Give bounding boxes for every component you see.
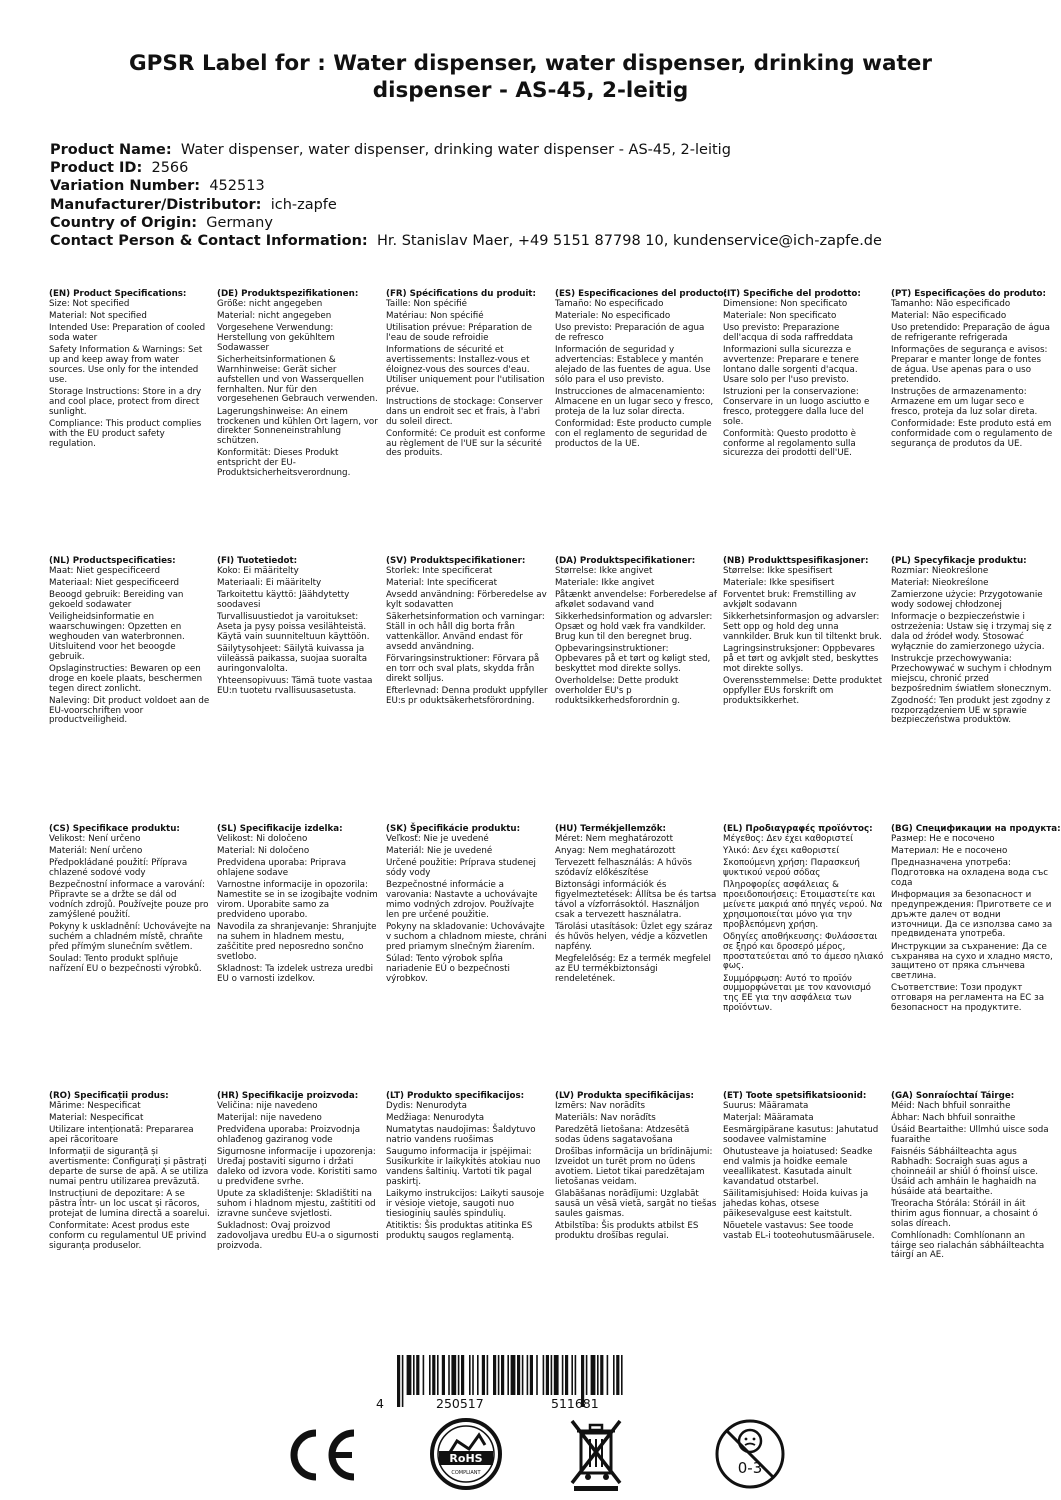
title-line-2: dispenser - AS-45, 2-leitig (372, 78, 689, 103)
spec-line: Zamierzone użycie: Przygotowanie wody sodowej chłodzonej (891, 590, 1043, 611)
barcode-bars (371, 1355, 691, 1415)
spec-line: Soulad: Tento produkt splňuje nařízení EU o bezpečnosti výrobků. (49, 954, 202, 974)
spec-line: Materijal: nije navedeno (217, 1113, 322, 1124)
barcode-bar (407, 1355, 412, 1395)
spec-block (555, 825, 717, 984)
spec-line: Bezpečnostné informácie a varovania: Nastavte a uchovávajte mimo vodných zdrojov. Používajte len pre určené použitie. (386, 880, 538, 920)
spec-line: Uso pretendido: Preparação de água de refrigerante refrigerada (891, 323, 1050, 344)
spec-block (555, 557, 717, 707)
spec-block (386, 825, 548, 984)
spec-line: Glabāšanas norādījumi: Uzglabāt sausā un vēsā vietā, sargāt no tiešas saules gaismas. (555, 1189, 717, 1219)
barcode-bar (413, 1355, 415, 1395)
spec-line: Tarkoitettu käyttö: Jäähdytetty soodavesi (217, 590, 350, 611)
barcode-bar (458, 1355, 460, 1395)
spec-line: Materiaal: Niet gespecificeerd (49, 578, 180, 589)
spec-line: Instructions de stockage: Conserver dans un endroit sec et frais, à l'abri du soleil direct. (386, 396, 543, 427)
spec-heading: (SL) Specifikacije izdelka: (217, 824, 343, 834)
spec-line: Anyag: Nem meghatározott (555, 846, 676, 857)
spec-line: Tervezett felhasználás: A hűvös szódavíz előkészítése (555, 858, 692, 879)
spec-line: Størrelse: Ikke angivet (555, 565, 653, 576)
spec-line: Istruzioni per la conservazione: Conservare in un luogo asciutto e fresco, proteggere dalla luce del sole. (723, 387, 870, 427)
spec-line: Material: nicht angegeben (217, 311, 332, 322)
spec-line: Predviđena uporaba: Proizvodnja ohlađenog gaziranog vode (217, 1125, 361, 1146)
spec-line: Förvaringsinstruktioner: Förvara på en torr och sval plats, skydda från direkt solljus. (386, 654, 540, 684)
spec-block (386, 290, 548, 459)
spec-line: Instruções de armazenamento: Armazene em um lugar seco e fresco, proteja da luz solar direta. (891, 387, 1038, 417)
barcode-bar (487, 1355, 489, 1395)
spec-heading: (ET) Toote spetsifikatsioonid: (723, 1091, 867, 1101)
spec-line: Οδηγίες αποθήκευσης: Φυλάσσεται σε ξηρό και δροσερό μέρος, προστατεύεται από το άμεσο ηλιακό φως. (723, 931, 884, 972)
spec-line: Uso previsto: Preparazione dell'acqua di soda raffreddata (723, 323, 854, 344)
spec-line: Předpokládané použití: Příprava chlazené sodové vody (49, 858, 188, 879)
spec-line: Materiał: Nieokreślone (891, 578, 989, 589)
spec-heading: (DA) Produktspecifikationer: (555, 556, 696, 566)
info-value: ich-zapfe (270, 196, 337, 213)
barcode-bar (613, 1355, 615, 1395)
barcode-bar (469, 1355, 471, 1395)
spec-line: Skladnost: Ta izdelek ustreza uredbi EU o varnosti izdelkov. (217, 963, 374, 984)
info-row-manufacturer (50, 196, 1010, 214)
rohs-sublabel: COMPLIANT (451, 1470, 481, 1476)
spec-line: Velikost: Není určeno (49, 833, 141, 844)
product-info (50, 141, 1010, 250)
info-value: Germany (206, 214, 273, 231)
info-row-product-name (50, 141, 1010, 159)
spec-heading: (RO) Specificații produs: (49, 1091, 169, 1101)
info-label: Variation Number: (50, 178, 201, 195)
barcode-bar (501, 1355, 504, 1395)
spec-line: Συμμόρφωση: Αυτό το προϊόν συμμορφώνεται με τον κανονισμό της ΕΕ για την ασφάλεια των προϊόντων. (723, 973, 871, 1014)
barcode-bar (536, 1355, 538, 1395)
spec-line: Dimensione: Non specificato (723, 298, 848, 309)
barcode-group-2: 511681 (551, 1396, 599, 1411)
spec-line: Materjal: Määramata (723, 1113, 814, 1124)
spec-line: Mărime: Nespecificat (49, 1100, 141, 1111)
spec-line: Materiāls: Nav norādīts (555, 1113, 656, 1124)
spec-heading: (SV) Produktspecifikationer: (386, 556, 526, 566)
barcode-bar (586, 1355, 588, 1395)
spec-line: Treoracha Stórála: Stóráil in áit thirim agus fionnuar, a chosaint ó solas díreach. (891, 1198, 1038, 1229)
spec-line: Tamaño: No especificado (555, 298, 664, 309)
spec-line: Bezpečnostní informace a varování: Připravte se a držte se dál od vodních zdrojů. Používejte pouze pro zamýšlené použití. (49, 880, 209, 920)
spec-heading: (SK) Špecifikácie produktu: (386, 824, 521, 834)
spec-line: Instrukcje przechowywania: Przechowywać w suchym i chłodnym miejscu, chronić przed bezpośrednim światłem słonecznym. (891, 654, 1052, 694)
spec-line: Súlad: Tento výrobok spĺňa nariadenie EÚ o bezpečnosti výrobkov. (386, 954, 510, 984)
spec-line: Atitiktis: Šis produktas atitinka ES produktų saugos reglamentą. (386, 1221, 533, 1241)
spec-line: Ohutusteave ja hoiatused: Seadke end valmis ja hoidke eemale veeallikatest. Kasutada ainult kavandatud otstarbel. (723, 1147, 873, 1187)
barcode-bar (554, 1355, 559, 1395)
spec-line: Drošības informācija un brīdinājumi: Izveidot un turēt prom no ūdens avotiem. Lietot tikai paredzētajam lietošanas veidam. (555, 1147, 713, 1187)
barcode-bar (397, 1355, 400, 1407)
spec-line: Naleving: Dit product voldoet aan de EU-voorschriften voor productveiligheid. (49, 695, 210, 726)
barcode-bar (423, 1355, 425, 1395)
spec-line: Intended Use: Preparation of cooled soda water (49, 323, 206, 344)
spec-line: Materiale: Ikke angivet (555, 578, 655, 589)
rohs-compliant-icon (427, 1415, 507, 1490)
spec-block (891, 557, 1053, 726)
spec-line: Eesmärgipärane kasutus: Jahutatud soodavee valmistamine (723, 1125, 879, 1146)
spec-line: Opbevaringsinstruktioner: Opbevares på et tørt og køligt sted, beskyttet mod direkte sollys. (555, 644, 711, 674)
spec-block (217, 557, 379, 697)
barcode-bar (507, 1355, 509, 1395)
spec-block (386, 557, 548, 707)
spec-line: Предназначена употреба: Подготовка на охладена вода със сода (891, 858, 1048, 888)
spec-heading: (HU) Termékjellemzők: (555, 824, 667, 834)
spec-line: Informazioni sulla sicurezza e avvertenze: Preparare e tenere lontano dalle sorgenti d'acqua. Usare solo per l'uso previsto. (723, 345, 859, 385)
spec-line: Sikkerhedsinformation og advarsler: Opsæt og hold væk fra vandkilder. Brug kun til den beregnet brug. (555, 612, 713, 643)
spec-line: Съответствие: Този продукт отговаря на регламента на ЕС за безопасност на продуктите. (891, 983, 1045, 1014)
barcode-bar (522, 1355, 524, 1395)
info-label: Product Name: (50, 142, 172, 158)
spec-line: Información de seguridad y advertencias: Establece y mantén alejado de las fuentes de agua. Use sólo para el uso previsto. (555, 345, 711, 385)
spec-line: Conformidade: Este produto está em conformidade com o regulamento de segurança de produtos da UE. (891, 419, 1053, 449)
spec-line: Biztonsági információk és figyelmeztetések: Állítsa be és tartsa távol a vízforrásoktól. Használjon csak a tervezett használatra. (555, 880, 717, 920)
spec-line: Размер: Не е посочено (891, 833, 995, 844)
spec-heading: (IT) Specifiche del prodotto: (723, 289, 861, 299)
barcode-bar (546, 1355, 549, 1395)
spec-line: Πληροφορίες ασφάλειας & προειδοποιήσεις: Ετοιμαστείτε και μείνετε μακριά από πηγές νερού. Να χρησιμοποιείται μόνο για την προβλεπόμενη χρήση. (723, 880, 883, 930)
spec-line: Sukladnost: Ovaj proizvod zadovoljava uredbu EU-a o sigurnosti proizvoda. (217, 1221, 379, 1251)
spec-block (723, 290, 885, 459)
spec-line: Veličina: nije navedeno (217, 1100, 318, 1111)
spec-line: Material: Inte specificerat (386, 578, 498, 589)
info-label: Country of Origin: (50, 214, 198, 231)
spec-heading: (GA) Sonraíochtaí Táirge: (891, 1091, 1015, 1101)
spec-line: Utilizare intenționată: Prepararea apei răcoritoare (49, 1125, 194, 1146)
spec-line: Nõuetele vastavus: See toode vastab EL-i tooteohutusmäärusele. (723, 1221, 875, 1241)
spec-line: Megfelelőség: Ez a termék megfelel az EU termékbiztonsági rendeletének. (555, 954, 711, 984)
spec-block (386, 1092, 548, 1242)
spec-line: Navodila za shranjevanje: Shranjujte na suhem in hladnem mestu, zaščitite pred neposredno sončno svetlobo. (217, 922, 377, 962)
barcode-bar (597, 1355, 599, 1395)
page-title (60, 50, 1001, 104)
barcode-bar (530, 1355, 533, 1395)
spec-line: Informations de sécurité et avertissements: Installez-vous et éloignez-vous des sources d'eau. Utiliser uniquement pour l'utilisation prévue. (386, 345, 545, 395)
spec-line: Rozmiar: Nieokreślone (891, 565, 989, 576)
spec-heading: (PT) Especificações do produto: (891, 289, 1046, 299)
ean-barcode (371, 1355, 691, 1415)
spec-block (723, 1092, 885, 1242)
spec-line: Compliance: This product complies with the EU product safety regulation. (49, 419, 202, 449)
spec-line: Utilisation prévue: Préparation de l'eau de soude refroidie (386, 323, 532, 344)
barcode-bar (482, 1355, 485, 1395)
spec-line: Pokyny k uskladnění: Uchovávejte na suchém a chladném místě, chraňte před přímým slunečním světlem. (49, 922, 211, 952)
spec-line: Saugumo informacija ir įspėjimai: Susikurkite ir laikykitės atokiau nuo vandens šaltinių. Vartoti tik pagal paskirtį. (386, 1147, 541, 1187)
barcode-bar (600, 1355, 603, 1395)
spec-line: Säilitamisjuhised: Hoida kuivas ja jahedas kohas, otsese päikesevalguse eest kaitstult. (723, 1189, 869, 1219)
spec-line: Efterlevnad: Denna produkt uppfyller EU:s pr oduktsäkerhetsförordning. (386, 686, 548, 706)
spec-line: Safety Information & Warnings: Set up and keep away from water sources. Use only for the intended use. (49, 345, 203, 385)
spec-line: Säilytysohjeet: Säilytä kuivassa ja viileässä paikassa, suojaa suoralta auringonvalolta. (217, 644, 368, 674)
spec-line: Informacje o bezpieczeństwie i ostrzeżenia: Ustaw się i trzymaj się z dala od źródeł wody. Stosować wyłącznie do zamierzonego użycia. (891, 612, 1052, 652)
spec-block (49, 557, 211, 726)
barcode-bar (551, 1355, 553, 1395)
spec-line: Материал: Не е посочено (891, 846, 1008, 857)
spec-line: Méret: Nem meghatározott (555, 833, 673, 844)
barcode-bar (562, 1355, 564, 1395)
spec-block (49, 290, 211, 449)
spec-block (891, 1092, 1053, 1261)
barcode-bar (607, 1355, 609, 1395)
barcode-bar (527, 1355, 529, 1395)
spec-block (723, 825, 885, 1014)
spec-line: Størrelse: Ikke spesifisert (723, 565, 833, 576)
barcode-bar (442, 1355, 445, 1395)
compliance-icons (0, 1415, 1061, 1495)
spec-heading: (DE) Produktspezifikationen: (217, 289, 359, 299)
spec-line: Materiale: Non specificato (723, 311, 837, 322)
spec-line: Paredzētā lietošana: Atdzesētā sodas ūdens sagatavošana (555, 1125, 690, 1146)
spec-line: Overholdelse: Dette produkt overholder EU's p roduktsikkerhedsforordnin g. (555, 676, 680, 706)
spec-line: Uso previsto: Preparación de agua de refresco (555, 323, 705, 344)
spec-line: Laikymo instrukcijos: Laikyti sausoje ir vėsioje vietoje, saugoti nuo tiesioginių saulės spindulių. (386, 1189, 545, 1219)
barcode-bar (402, 1355, 404, 1407)
spec-line: Atbilstība: Šis produkts atbilst ES produktu drošības regulai. (555, 1221, 699, 1241)
spec-heading: (LV) Produkta specifikācijas: (555, 1091, 694, 1101)
spec-line: Vorgesehene Verwendung: Herstellung von gekühltem Sodawasser (217, 323, 335, 353)
rohs-label: RoHS (449, 1452, 483, 1465)
spec-line: Υλικό: Δεν έχει καθοριστεί (723, 846, 840, 857)
spec-line: Materiaali: Ei määritelty (217, 578, 322, 589)
spec-line: Faisnéis Sábháilteachta agus Rabhadh: Socraigh suas agus a choinneáil ar shiúl ó fhoinsí uisce. Úsáid ach amháin le haghaidh na húsáide atá beartaithe. (891, 1147, 1038, 1197)
barcode-bar (472, 1355, 474, 1395)
spec-line: Material: Não especificado (891, 311, 1007, 322)
spec-line: Numatytas naudojimas: Šaldytuvo natrio vandens ruošimas (386, 1125, 536, 1146)
spec-line: Upute za skladištenje: Skladištiti na suhom i hladnom mjestu, zaštititi od izravne sunčeve svjetlosti. (217, 1189, 376, 1219)
spec-block (49, 825, 211, 975)
barcode-bar (432, 1355, 435, 1395)
not-for-0-3-icon (710, 1415, 790, 1490)
spec-line: Určené použitie: Príprava studenej sódy vody (386, 858, 536, 879)
info-row-country (50, 214, 1010, 232)
spec-heading: (BG) Спецификации на продукта: (891, 824, 1061, 834)
spec-line: Storlek: Inte specificerat (386, 565, 493, 576)
spec-line: Varnostne informacije in opozorila: Namestite se in se izogibajte vodnim virom. Uporabite samo za predvideno uporabo. (217, 880, 378, 920)
spec-heading: (EN) Product Specifications: (49, 289, 187, 299)
barcode-bar (591, 1355, 596, 1395)
spec-block (723, 557, 885, 707)
spec-line: Velikost: Ni določeno (217, 833, 308, 844)
info-label: Product ID: (50, 160, 143, 177)
barcode-bar (493, 1355, 496, 1395)
barcode-group-1: 250517 (436, 1396, 484, 1411)
spec-line: Größe: nicht angegeben (217, 298, 323, 309)
spec-line: Medžiaga: Nenurodyta (386, 1113, 485, 1124)
spec-heading: (NB) Produkttspesifikasjoner: (723, 556, 869, 566)
barcode-bar (451, 1355, 456, 1395)
barcode-bar (511, 1355, 516, 1395)
ce-mark-icon (282, 1423, 362, 1498)
spec-heading: (PL) Specyfikacje produktu: (891, 556, 1027, 566)
spec-heading: (CS) Specifikace produktu: (49, 824, 180, 834)
barcode-bar (565, 1355, 568, 1395)
spec-line: Pokyny na skladovanie: Uchovávajte v suchom a chladnom mieste, chráni pred priamym slnečným žiarením. (386, 922, 547, 952)
spec-line: Veiligheidsinformatie en waarschuwingen: Opzetten en weghouden van waterbronnen. Uitsluitend voor het beoogde gebruik. (49, 612, 185, 662)
spec-line: Veľkosť: Nie je uvedené (386, 833, 489, 844)
spec-line: Forventet bruk: Fremstilling av avkjølt sodavann (723, 590, 857, 611)
info-label: Contact Person & Contact Information: (50, 233, 368, 250)
spec-line: Storage Instructions: Store in a dry and cool place, protect from direct sunlight. (49, 387, 202, 417)
info-row-contact (50, 232, 1010, 250)
spec-line: Conformità: Questo prodotto è conforme al regolamento sulla sicurezza dei prodotti dell'UE. (723, 428, 856, 459)
spec-line: Size: Not specified (49, 298, 130, 309)
spec-line: Koko: Ei määritelty (217, 565, 299, 576)
spec-line: Suurus: Määramata (723, 1100, 809, 1111)
spec-line: Dydis: Nenurodyta (386, 1100, 467, 1111)
barcode-bar (571, 1355, 573, 1395)
barcode-bar (477, 1355, 479, 1395)
spec-block (49, 1092, 211, 1251)
spec-line: Material: Not specified (49, 311, 147, 322)
spec-line: Lagerungshinweise: An einem trockenen und kühlen Ort lagern, vor direkter Sonneneinstrahlung schützen. (217, 406, 378, 447)
barcode-bar (543, 1355, 545, 1395)
spec-line: Maat: Niet gespecificeerd (49, 565, 160, 576)
spec-line: Materiale: No especificado (555, 311, 671, 322)
spec-line: Avsedd användning: Förberedelse av kylt sodavatten (386, 590, 547, 611)
spec-line: Sigurnosne informacije i upozorenja: Uređaj postaviti sigurno i držati daleko od izvora vode. Koristiti samo u predviđene svrhe. (217, 1147, 378, 1187)
barcode-bar (575, 1355, 577, 1395)
spec-line: Instrucțiuni de depozitare: A se păstra într- un loc uscat și răcoros, protejat de lumina directă a soarelui. (49, 1189, 210, 1219)
spec-line: Sicherheitsinformationen & Warnhinweise: Gerät sicher aufstellen und von Wasserquellen fernhalten. Nur für den vorgesehenen Gebrauch verwenden. (217, 355, 378, 405)
spec-block (217, 1092, 379, 1251)
spec-line: Úsáid Beartaithe: Ullmhú uisce soda fuaraithe (891, 1125, 1049, 1146)
spec-line: Lagringsinstruksjoner: Oppbevares på et tørt og avkjølt sted, beskyttes mot direkte sollys. (723, 644, 879, 674)
spec-line: Taille: Non spécifié (386, 298, 467, 309)
barcode-bar (448, 1355, 450, 1395)
spec-line: Informações de segurança e avisos: Preparar e manter longe de fontes de água. Use apenas para o uso pretendido. (891, 345, 1048, 385)
spec-heading: (EL) Προδιαγραφές προϊόντος: (723, 824, 873, 834)
age-label: 0-3 (737, 1459, 763, 1477)
spec-line: Påtænkt anvendelse: Forberedelse af afkølet sodavand vand (555, 590, 717, 611)
barcode-bar (517, 1355, 520, 1395)
spec-line: Material: Nespecificat (49, 1113, 144, 1124)
spec-line: Инструкции за съхранение: Да се съхранява на сухо и хладно място, защитено от пряка слънчева светлина. (891, 941, 1053, 982)
spec-line: Materiál: Není určeno (49, 846, 143, 857)
spec-heading: (HR) Specifikacije proizvoda: (217, 1091, 359, 1101)
spec-line: Konformität: Dieses Produkt entspricht der EU-Produktsicherheitsverordnung. (217, 448, 351, 479)
spec-line: Tamanho: Não especificado (891, 298, 1011, 309)
spec-heading: (FR) Spécifications du produit: (386, 289, 536, 299)
barcode-bar (616, 1355, 619, 1395)
info-label: Manufacturer/Distributor: (50, 196, 262, 213)
barcode-bar (498, 1355, 500, 1395)
spec-line: Beoogd gebruik: Bereiding van gekoeld sodawater (49, 590, 184, 611)
barcode-bar (461, 1355, 464, 1395)
spec-line: Predvidena uporaba: Priprava ohlajene sodave (217, 858, 347, 879)
spec-line: Comhlíonadh: Comhlíonann an táirge seo rialachán sábháilteachta táirgí an AE. (891, 1230, 1045, 1261)
spec-line: Instrucciones de almacenamiento: Almacene en un lugar seco y fresco, proteja de la luz solar directa. (555, 387, 714, 417)
info-value: Water dispenser, water dispenser, drinking water dispenser - AS-45, 2-leitig (180, 142, 731, 158)
spec-line: Opslaginstructies: Bewaren op een droge en koele plaats, beschermen tegen direct zonlicht. (49, 663, 203, 694)
spec-line: Turvallisuustiedot ja varoitukset: Aseta ja pysy poissa vesilähteistä. Käytä vain suunniteltuun käyttöön. (217, 612, 370, 643)
spec-grid (49, 290, 1061, 1330)
spec-block (555, 1092, 717, 1242)
spec-line: Material: Ni določeno (217, 846, 310, 857)
spec-heading: (ES) Especificaciones del producto: (555, 289, 728, 299)
spec-line: Conformidad: Este producto cumple con el reglamento de seguridad de productos de la UE. (555, 419, 712, 449)
spec-line: Informații de siguranță și avertismente: Configurați și păstrați departe de surse de apă. A se utiliza numai pentru utilizarea prevăzută. (49, 1147, 209, 1187)
title-line-1: GPSR Label for : Water dispenser, water dispenser, drinking water (129, 51, 932, 76)
barcode-digit-first: 4 (376, 1396, 384, 1411)
weee-bin-icon (566, 1415, 646, 1490)
spec-line: Méid: Nach bhfuil sonraithe (891, 1100, 1011, 1111)
info-row-product-id (50, 159, 1010, 177)
spec-block (217, 290, 379, 479)
info-value: 2566 (151, 160, 189, 177)
spec-line: Matériau: Non spécifié (386, 311, 484, 322)
info-value: Hr. Stanislav Maer, +49 5151 87798 10, kundenservice@ich-zapfe.de (376, 233, 882, 250)
spec-heading: (LT) Produkto specifikacijos: (386, 1091, 525, 1101)
spec-heading: (NL) Productspecificaties: (49, 556, 176, 566)
spec-line: Sikkerhetsinformasjon og advarsler: Sett opp og hold deg unna vannkilder. Bruk kun til tiltenkt bruk. (723, 612, 882, 643)
barcode-bar (429, 1355, 431, 1395)
spec-line: Информация за безопасност и предупреждения: Пригответе се и дръжте далеч от водни източници. Да се използва само за предвидената употреба. (891, 890, 1053, 940)
spec-line: Yhteensopivuus: Tämä tuote vastaa EU:n tuotetu rvallisuusasetusta. (217, 676, 373, 697)
spec-line: Tárolási utasítások: Üzlet egy száraz és hűvös helyen, védje a közvetlen napfény. (555, 922, 713, 952)
spec-line: Materiale: Ikke spesifisert (723, 578, 835, 589)
spec-heading: (FI) Tuotetiedot: (217, 556, 298, 566)
spec-line: Conformité: Ce produit est conforme au règlement de l'UE sur la sécurité des produits. (386, 428, 546, 459)
barcode-bar (437, 1355, 439, 1395)
spec-block (891, 290, 1053, 449)
barcode-bar (416, 1355, 419, 1395)
info-row-variation-number (50, 177, 1010, 195)
spec-line: Σκοπούμενη χρήση: Παρασκευή ψυκτικού νερού σόδας (723, 858, 860, 879)
spec-line: Conformitate: Acest produs este conform cu regulamentul UE privind siguranța produselor. (49, 1221, 207, 1251)
spec-block (891, 824, 1061, 1014)
spec-line: Säkerhetsinformation och varningar: Ställ in och håll dig borta från vattenkällor. Använd endast för avsedd användning. (386, 612, 545, 652)
spec-block (217, 825, 379, 984)
spec-block (555, 289, 728, 449)
spec-line: Izmērs: Nav norādīts (555, 1100, 646, 1111)
spec-line: Zgodność: Ten produkt jest zgodny z rozporządzeniem UE w sprawie bezpieczeństwa produktów. (891, 695, 1051, 726)
spec-line: Μέγεθος: Δεν έχει καθοριστεί (723, 833, 854, 844)
info-value: 452513 (209, 178, 265, 195)
spec-line: Overensstemmelse: Dette produktet oppfyller EUs forskrift om produktsikkerhet. (723, 676, 882, 706)
barcode-bar (621, 1355, 623, 1395)
spec-line: Materiál: Nie je uvedené (386, 846, 493, 857)
spec-line: Ábhar: Nach bhfuil sonraithe (891, 1113, 1016, 1124)
